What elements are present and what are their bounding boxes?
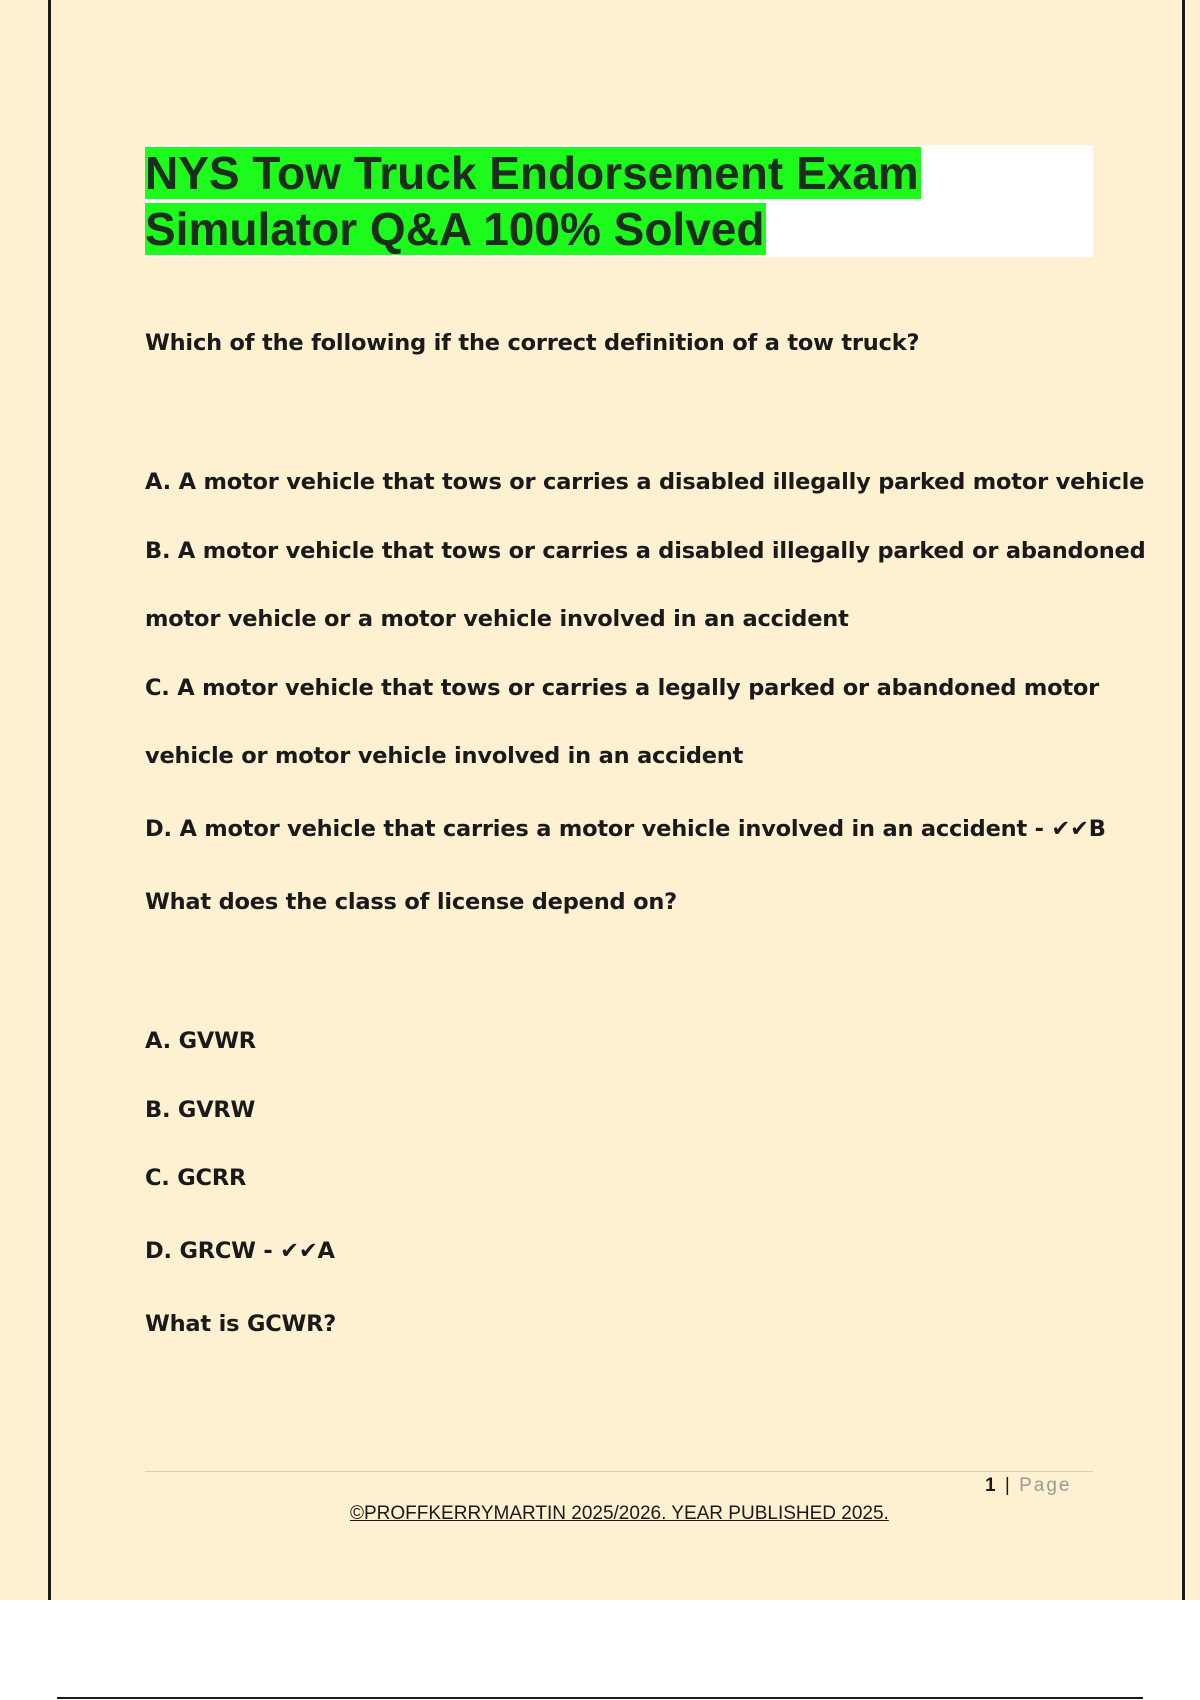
question-2-option-a: A. GVWR [145,1028,256,1054]
document-title-line-1: NYS Tow Truck Endorsement Exam [145,147,919,199]
question-1: Which of the following if the correct definition of a tow truck? [145,330,920,356]
question-3: What is GCWR? [145,1311,337,1337]
page-label: Page [1019,1475,1072,1496]
page-border-right [1182,0,1185,1600]
question-1-option-c-line-1: C. A motor vehicle that tows or carries a legally parked or abandoned motor [145,675,1100,701]
question-1-option-b-line-1: B. A motor vehicle that tows or carries a disabled illegally parked or abandoned [145,538,1146,564]
page-number [985,1472,1071,1500]
document-title-line-2: Simulator Q&A 100% Solved [145,203,765,255]
question-1-option-b-line-2: motor vehicle or a motor vehicle involved in an accident [145,606,849,632]
page-number-separator: | [1004,1475,1012,1496]
footer-divider [145,1471,1093,1472]
question-2-option-d-answer: D. GRCW - ✔✔A [145,1238,335,1264]
question-1-option-a: A. A motor vehicle that tows or carries a disabled illegally parked motor vehicle [145,469,1145,495]
question-2: What does the class of license depend on? [145,889,677,915]
question-2-option-c: C. GCRR [145,1165,247,1191]
bottom-rule [57,1697,1143,1699]
question-2-option-b: B. GVRW [145,1097,256,1123]
question-1-option-c-line-2: vehicle or motor vehicle involved in an accident [145,743,744,769]
page-number-value: 1 [985,1475,998,1496]
question-1-option-d-answer: D. A motor vehicle that carries a motor vehicle involved in an accident - ✔✔B [145,816,1106,842]
copyright-footer: ©PROFFKERRYMARTIN 2025/2026. YEAR PUBLISHED 2025. [350,1503,889,1524]
page-border-left [48,0,51,1600]
